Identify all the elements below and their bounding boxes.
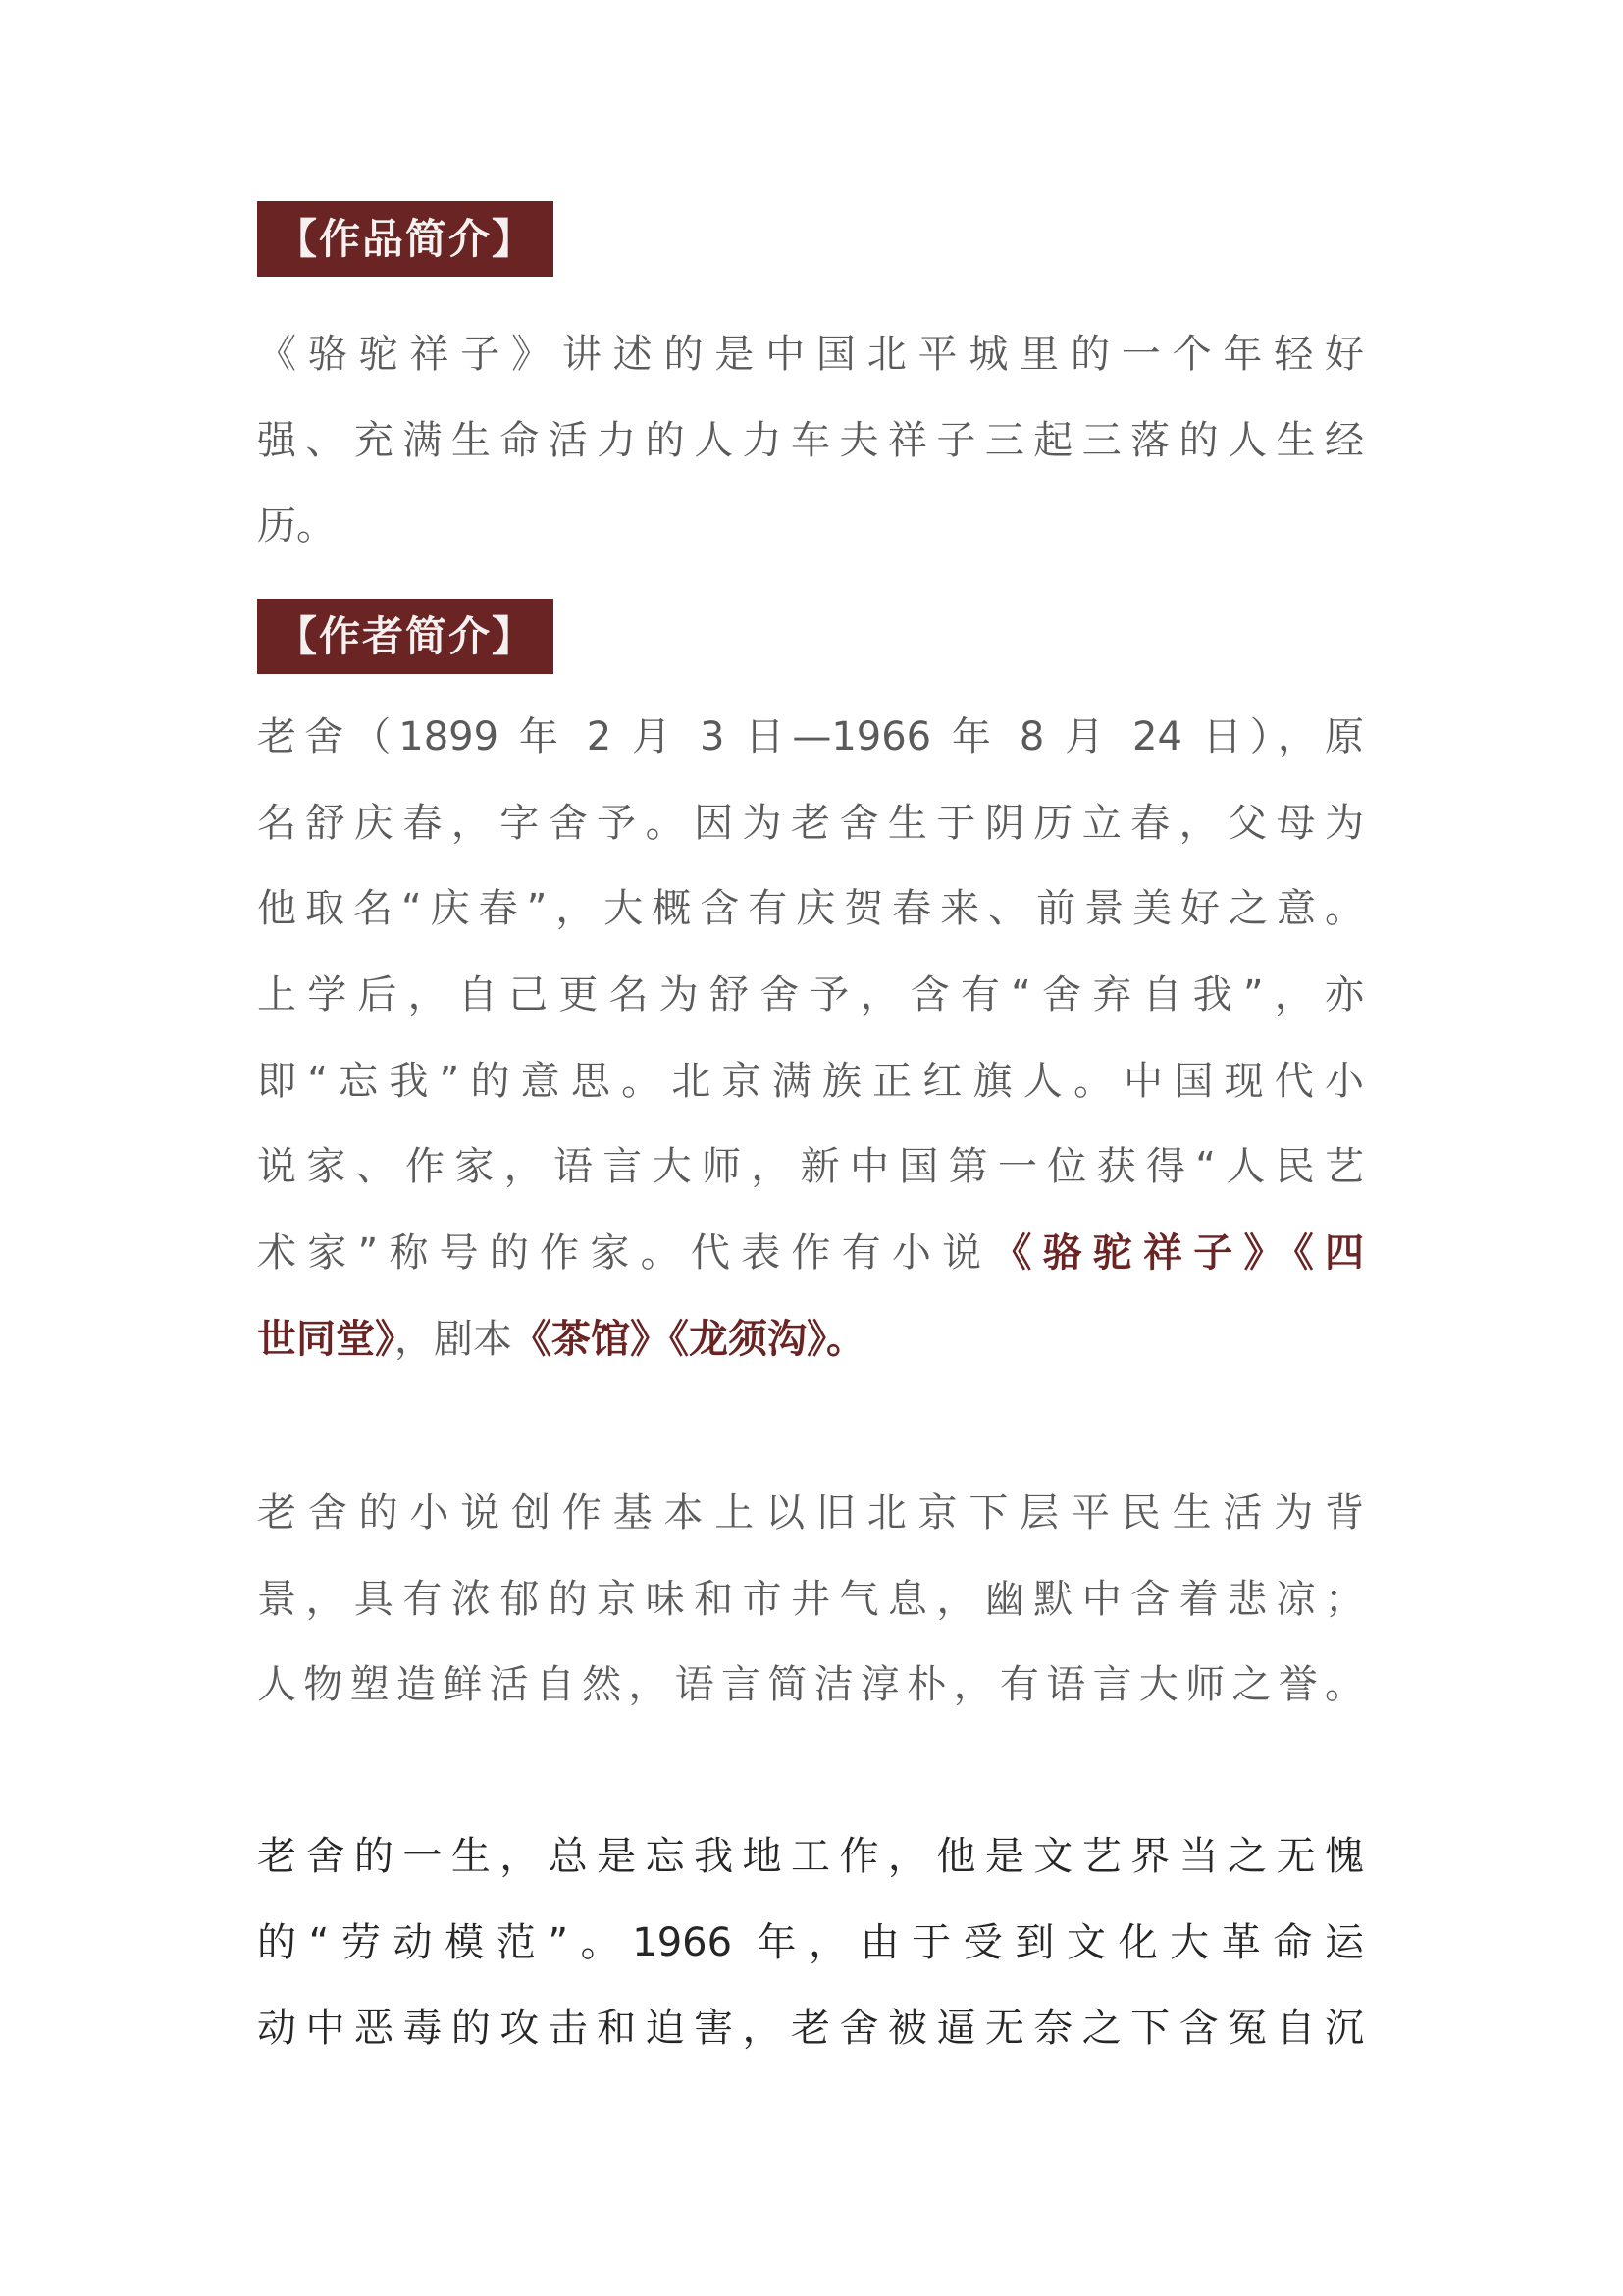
text-line: 强、充满生命活力的人力车夫祥子三起三落的人生经	[257, 417, 1364, 463]
author-bio-paragraph	[257, 695, 1364, 1383]
text-line: 名舒庆春，字舍予。因为老舍生于阴历立春，父母为	[257, 800, 1364, 846]
representative-works-intro: 术家”称号的作家。代表作有小说	[257, 1230, 993, 1277]
section-heading-work-intro: 【作品简介】	[257, 201, 553, 277]
text-line: 的“劳动模范”。1966 年，由于受到文化大革命运	[257, 1919, 1364, 1965]
text-line: 他取名“庆春”，大概含有庆贺春来、前景美好之意。	[257, 886, 1364, 932]
text-line: 景，具有浓郁的京味和市井气息，幽默中含着悲凉；	[257, 1576, 1364, 1622]
text-line: 说家、作家，语言大师，新中国第一位获得“人民艺	[257, 1144, 1364, 1190]
text-line: 老舍的小说创作基本上以旧北京下层平民生活为背	[257, 1490, 1364, 1536]
text-line: 老舍的一生，总是忘我地工作，他是文艺界当之无愧	[257, 1834, 1364, 1879]
life-paragraph	[257, 1814, 1364, 2072]
text-line: 《骆驼祥子》讲述的是中国北平城里的一个年轻好	[257, 332, 1364, 377]
text-line-representative-works	[257, 1211, 1364, 1297]
text-line-representative-works-cont	[257, 1297, 1364, 1383]
drama-intro: ，剧本	[394, 1316, 512, 1362]
text-line: 老舍（1899 年 2 月 3 日—1966 年 8 月 24 日），原	[257, 714, 1364, 759]
novel-titles-cont: 世同堂》	[257, 1316, 394, 1362]
work-intro-paragraph	[257, 312, 1364, 570]
novel-style-paragraph	[257, 1471, 1364, 1729]
drama-titles: 《茶馆》《龙须沟》。	[512, 1316, 865, 1362]
text-line: 上学后，自己更名为舒舍予，含有“舍弃自我”，亦	[257, 972, 1364, 1018]
text-line: 即“忘我”的意思。北京满族正红旗人。中国现代小	[257, 1058, 1364, 1104]
section-heading-author-intro: 【作者简介】	[257, 599, 553, 674]
text-line: 历。	[257, 503, 336, 549]
novel-titles: 《骆驼祥子》《四	[992, 1230, 1364, 1277]
text-line: 人物塑造鲜活自然，语言简洁淳朴，有语言大师之誉。	[257, 1662, 1364, 1708]
text-line: 动中恶毒的攻击和迫害，老舍被逼无奈之下含冤自沉	[257, 2006, 1364, 2052]
